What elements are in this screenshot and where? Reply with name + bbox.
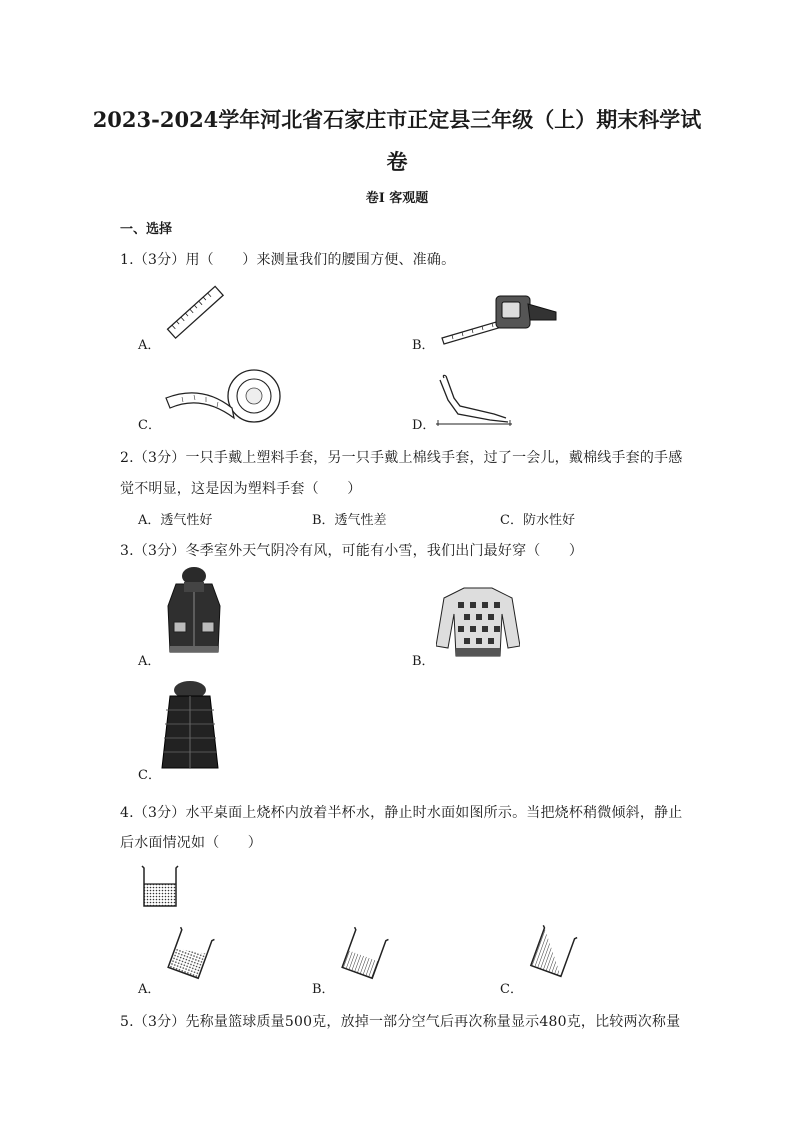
q1-option-a[interactable]: A． — [138, 338, 161, 353]
q2-option-b[interactable]: B．透气性差 — [312, 513, 387, 528]
question-2-text-continued: 觉不明显，这是因为塑料手套（ ） — [120, 481, 362, 497]
tilted-beaker-c-icon — [522, 924, 582, 984]
tilted-beaker-a-icon — [160, 926, 220, 982]
page-title-continued: 卷 — [386, 149, 408, 174]
q1-option-d[interactable]: D． — [412, 418, 436, 433]
page-title: 2023-2024学年河北省石家庄市正定县三年级（上）期末科学试 — [92, 107, 702, 132]
soft-tape-measure-icon — [162, 364, 286, 428]
page-subtitle: 卷I 客观题 — [365, 191, 429, 206]
down-jacket-icon — [160, 680, 220, 774]
q1-option-c[interactable]: C． — [138, 418, 161, 433]
q3-option-b[interactable]: B． — [412, 654, 435, 669]
section-heading: 一、选择 — [120, 222, 173, 237]
q4-option-a[interactable]: A． — [138, 982, 161, 997]
q4-option-b[interactable]: B． — [312, 982, 335, 997]
hand-span-icon — [432, 370, 514, 426]
sweater-icon — [436, 584, 520, 658]
question-1-text: 1.（3分）用（ ）来测量我们的腰围方便、准确。 — [120, 252, 456, 268]
question-2-text: 2.（3分）一只手戴上塑料手套，另一只手戴上棉线手套，过了一会儿，戴棉线手套的手感 — [120, 450, 683, 466]
q2-option-c[interactable]: C．防水性好 — [500, 513, 575, 528]
tilted-beaker-b-icon — [334, 926, 394, 982]
q2-option-a[interactable]: A．透气性好 — [138, 513, 213, 528]
question-4-text-continued: 后水面情况如（ ） — [120, 835, 262, 851]
tape-measure-icon — [440, 290, 560, 346]
q3-option-a[interactable]: A． — [138, 654, 161, 669]
question-4-text: 4.（3分）水平桌面上烧杯内放着半杯水，静止时水面如图所示。当把烧杯稍微倾斜，静止 — [120, 805, 683, 821]
question-5-text: 5.（3分）先称量篮球质量500克，放掉一部分空气后再次称量显示480克，比较两次称量 — [120, 1014, 681, 1030]
beaker-level-icon — [140, 862, 180, 910]
question-3-text: 3.（3分）冬季室外天气阴冷有风，可能有小雪，我们出门最好穿（ ） — [120, 543, 584, 559]
q3-option-c[interactable]: C． — [138, 768, 161, 783]
ruler-icon — [162, 282, 230, 344]
q4-option-c[interactable]: C． — [500, 982, 523, 997]
hooded-coat-icon — [162, 566, 226, 658]
q1-option-b[interactable]: B． — [412, 338, 435, 353]
